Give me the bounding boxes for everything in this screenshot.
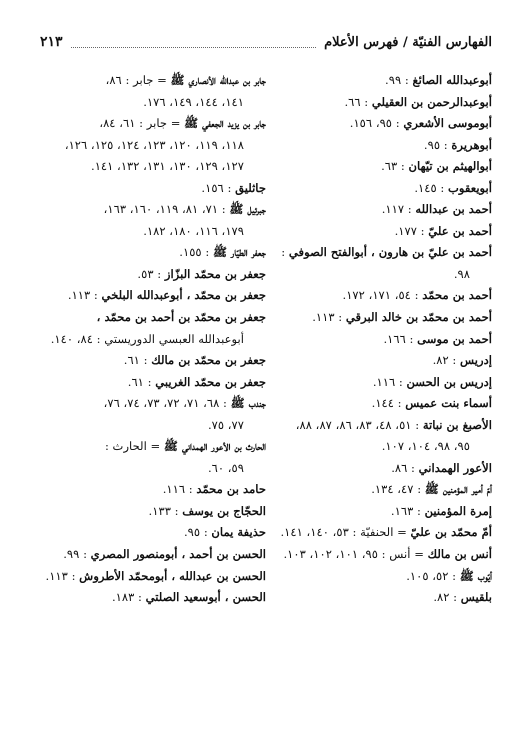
entry-page-refs: : ٦٨، ٧١، ٧٢، ٧٣، ٧٤، ٧٦،: [103, 396, 231, 411]
entry-page-refs: : ٩٩.: [63, 547, 91, 562]
index-entry: [266, 135, 492, 157]
index-entry: [40, 113, 266, 135]
index-entry: [40, 501, 266, 523]
index-entry: [266, 329, 492, 351]
index-entry: [266, 350, 492, 372]
entry-name: إدريس: [460, 353, 492, 368]
entry-page-refs: : ١٧٧.: [394, 223, 429, 238]
entry-name: الأصبغ بن نباتة: [422, 417, 492, 432]
index-entry: [40, 479, 266, 501]
entry-page-refs: = جابر : ٨٦،: [105, 73, 171, 87]
entry-page-refs: : ٨٦.: [391, 460, 419, 475]
index-entry: [266, 242, 492, 264]
entry-name: أمّ محمّد بن عليّ: [410, 525, 492, 540]
entry-name: إمرة المؤمنين: [424, 503, 492, 518]
entry-name: أحمد بن عليّ بن هارون ، أبوالفتح الصوفي: [288, 245, 492, 260]
index-entry: [40, 242, 266, 264]
index-entry-continuation: [40, 415, 266, 437]
entry-page-refs: : ١٦٦.: [383, 331, 418, 346]
entry-page-refs: : ٦٦.: [344, 94, 372, 109]
entry-page-refs: : ١٦٣.: [390, 503, 425, 518]
entry-page-refs: :: [281, 245, 289, 260]
entry-page-refs: : ٨٢.: [432, 353, 460, 368]
index-entry: [40, 544, 266, 566]
entry-name: جبرئيل ﷺ: [229, 202, 266, 217]
entry-name: أنس بن مالك: [427, 547, 492, 562]
index-entry-continuation: [40, 156, 266, 178]
index-entry-continuation: [40, 92, 266, 114]
index-entry: [40, 264, 266, 286]
index-entry: [266, 458, 492, 480]
index-column-right: [266, 70, 492, 609]
entry-page-refs: : ٦٣.: [381, 159, 409, 174]
entry-page-refs: : ٨٢.: [433, 590, 461, 605]
entry-name: أبوموسى الأشعري: [403, 116, 492, 131]
entry-page-refs: : ٥١، ٤٨، ٨٣، ٨٦، ٨٧، ٨٨،: [295, 417, 423, 432]
entry-page-refs: = أنس : ٩٥، ١٠١، ١٠٢، ١٠٣.: [283, 547, 428, 562]
entry-page-refs: = الحارث :: [104, 439, 164, 454]
index-entry: [266, 501, 492, 523]
entry-name: جعفر الطيّار ﷺ: [212, 245, 266, 260]
index-entry: [266, 156, 492, 178]
entry-page-refs: ١١٨، ١١٩، ١٢٠، ١٢٣، ١٢٤، ١٢٥، ١٢٦،: [64, 137, 244, 152]
index-entry: [266, 199, 492, 221]
index-entry-continuation: [40, 221, 266, 243]
entry-page-refs: : ٩٩.: [385, 73, 413, 87]
index-entry: [266, 479, 492, 501]
entry-page-refs: : ٦١.: [127, 374, 156, 389]
entry-page-refs: ٥٩، ٦٠.: [207, 460, 244, 475]
index-entry: [266, 566, 492, 588]
entry-name: أبويعقوب: [447, 180, 492, 195]
entry-name: الحسن ، أبوسعيد الصلتي: [145, 590, 266, 605]
entry-page-refs: : ١١٦.: [372, 374, 407, 389]
entry-page-refs: = الحنفيّة : ٥٣، ١٤٠، ١٤١.: [280, 525, 411, 540]
entry-name: الأعور الهمداني: [418, 460, 492, 475]
entry-name: أحمد بن محمّد بن خالد البرقي: [345, 310, 492, 325]
entry-name: أحمد بن محمّد: [422, 288, 492, 303]
index-entry-continuation: [266, 264, 492, 286]
index-entry: [40, 587, 266, 609]
entry-name: أبوعبدالله الصائغ: [412, 73, 492, 87]
index-entry: [266, 415, 492, 437]
entry-page-refs: : ٥٢، ١٠٥.: [406, 568, 460, 583]
entry-name: أحمد بن عليّ: [428, 223, 492, 238]
index-entry-continuation: [40, 458, 266, 480]
index-entry: [266, 92, 492, 114]
index-entry: [266, 522, 492, 544]
entry-page-refs: : ١٤٤.: [371, 396, 406, 411]
entry-page-refs: ١٤١، ١٤٤، ١٤٩، ١٧٦.: [143, 94, 244, 109]
entry-page-refs: أبوعبدالله العبسي الدوريستي : ٨٤، ١٤٠.: [50, 331, 244, 346]
entry-page-refs: : ١١٣.: [312, 310, 346, 325]
entry-name: أيّوب ﷺ: [459, 568, 492, 583]
entry-name: حامد بن محمّد: [196, 482, 266, 497]
entry-name: جابر بن يزيد الجعفي ﷺ: [184, 116, 266, 131]
entry-name: إدريس بن الحسن: [406, 374, 492, 389]
index-entry: [40, 566, 266, 588]
index-entry: [266, 221, 492, 243]
entry-name: الحارث بن الأعور الهمداني ﷺ: [163, 439, 266, 454]
entry-page-refs: : ١٨٣.: [111, 590, 146, 605]
index-entry: [40, 522, 266, 544]
entry-page-refs: : ٧١، ٨١، ١١٩، ١٦٠، ١٦٣،: [103, 202, 230, 217]
index-entry: [40, 436, 266, 458]
entry-page-refs: : ٤٧، ١٣٤.: [371, 482, 425, 497]
entry-page-refs: : ١١٣.: [67, 288, 102, 303]
index-entry: [266, 393, 492, 415]
index-entry: [40, 199, 266, 221]
entry-page-refs: : ٦١.: [123, 353, 152, 368]
entry-page-refs: ٧٧، ٧٥.: [207, 417, 244, 432]
entry-page-refs: : ١١٧.: [381, 202, 416, 217]
entry-name: أبوعبدالرحمن بن العقيلي: [371, 94, 492, 109]
index-entry: [266, 587, 492, 609]
entry-name: حذيفة يمان: [211, 525, 266, 540]
running-title: الفهارس الفنيّة / فهرس الأعلام: [324, 34, 492, 50]
index-entry: [266, 307, 492, 329]
index-entry: [266, 113, 492, 135]
index-entry: [266, 70, 492, 92]
entry-page-refs: ٩٥، ٩٨، ١٠٤، ١٠٧.: [381, 439, 470, 454]
index-entry: [40, 285, 266, 307]
index-entry-continuation: [266, 436, 492, 458]
entry-name: أسماء بنت عميس: [405, 396, 492, 411]
entry-name: جعفر بن محمّد ، أبوعبدالله البلخي: [101, 288, 266, 303]
index-entry: [40, 178, 266, 200]
entry-page-refs: : ١١٣.: [45, 568, 80, 583]
entry-page-refs: : ٩٥، ١٥٦.: [349, 116, 404, 131]
index-entry-continuation: [40, 135, 266, 157]
index-entry: [40, 307, 266, 329]
entry-page-refs: ١٢٧، ١٢٩، ١٣٠، ١٣١، ١٣٢، ١٤١.: [91, 159, 244, 174]
entry-page-refs: : ١٤٥.: [414, 180, 448, 195]
index-entry: [40, 393, 266, 415]
index-entry: [266, 285, 492, 307]
entry-name: الحسن بن أحمد ، أبومنصور المصري: [90, 547, 266, 562]
index-column-left: [40, 70, 266, 609]
entry-name: أحمد بن عبدالله: [415, 202, 492, 217]
entry-name: بلقيس: [460, 590, 492, 605]
entry-name: جعفر بن محمّد الغريبي: [155, 374, 266, 389]
entry-page-refs: : ٩٥.: [423, 137, 452, 152]
index-entry: [40, 70, 266, 92]
index-entry: [266, 372, 492, 394]
entry-name: أمّ أمير المؤمنين ﷺ: [424, 482, 492, 497]
index-entry: [40, 372, 266, 394]
index-entry: [40, 350, 266, 372]
entry-page-refs: ٩٨.: [453, 266, 470, 281]
entry-name: أبوالهيثم بن تيّهان: [408, 159, 492, 174]
entry-name: أحمد بن موسى: [417, 331, 492, 346]
entry-page-refs: : ٥٣.: [137, 266, 165, 281]
entry-page-refs: ١٧٩، ١١٦، ١٨٠، ١٨٢.: [143, 223, 244, 238]
entry-page-refs: : ٥٤، ١٧١، ١٧٢.: [342, 288, 423, 303]
page-number: ٢١٣: [40, 34, 63, 50]
index-entry: [266, 544, 492, 566]
index-entry: [266, 178, 492, 200]
entry-page-refs: : ١٥٥.: [179, 245, 213, 260]
page-header: [40, 30, 492, 54]
dotted-leader: [71, 37, 317, 48]
entry-name: جندب ﷺ: [230, 396, 266, 411]
entry-name: الحجّاج بن يوسف: [182, 503, 266, 518]
entry-name: جعفر بن محمّد البزّاز: [164, 266, 266, 281]
entry-name: جاثليق: [235, 180, 266, 195]
entry-name: جابر بن عبدالله الأنصاري ﷺ: [170, 73, 266, 87]
entry-page-refs: = جابر : ٦١، ٨٤،: [99, 116, 185, 131]
entry-name: جعفر بن محمّد بن أحمد بن محمّد ،: [96, 310, 266, 325]
entry-page-refs: : ١٥٦.: [201, 180, 236, 195]
entry-page-refs: : ٩٥.: [183, 525, 212, 540]
index-entry-continuation: [40, 329, 266, 351]
entry-name: جعفر بن محمّد بن مالك: [151, 353, 266, 368]
entry-name: الحسن بن عبدالله ، أبومحمّد الأطروش: [79, 568, 266, 583]
entry-name: أبوهريرة: [451, 137, 492, 152]
entry-page-refs: : ١١٦.: [162, 482, 197, 497]
entry-page-refs: : ١٣٣.: [148, 503, 183, 518]
